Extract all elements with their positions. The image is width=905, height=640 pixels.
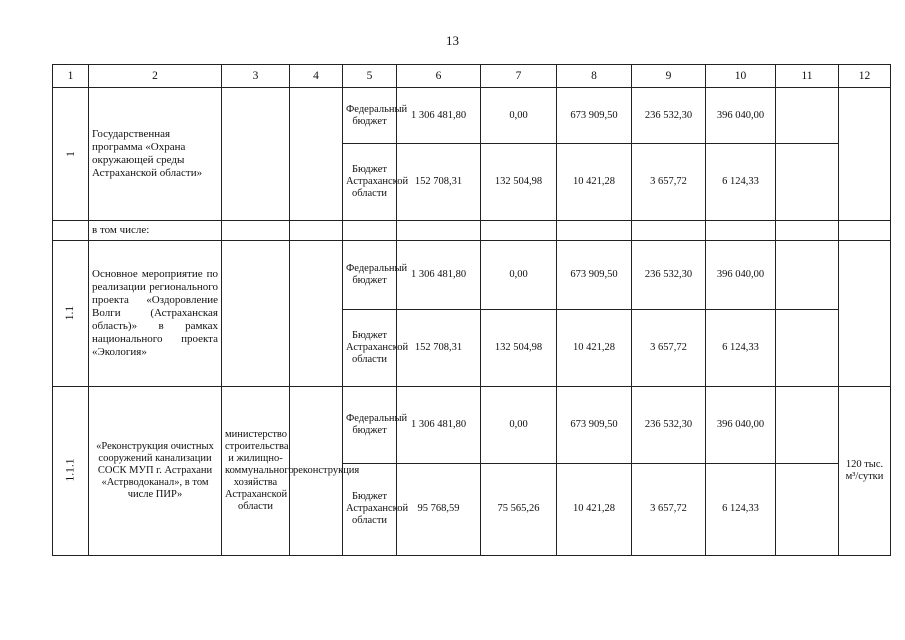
value-cell: 3 657,72: [632, 143, 706, 220]
header-cell: 3: [222, 65, 290, 88]
executor-cell: [222, 88, 290, 221]
value-cell: 3 657,72: [632, 309, 706, 386]
value-cell: 673 909,50: [557, 88, 632, 144]
value-cell: 1 306 481,80: [397, 386, 481, 463]
page-number: 13: [446, 33, 459, 48]
including-label: в том числе:: [89, 220, 222, 240]
value-cell: 132 504,98: [481, 143, 557, 220]
capacity-cell: [839, 88, 891, 221]
work-type-cell: [290, 88, 343, 221]
value-cell: 132 504,98: [481, 309, 557, 386]
header-cell: 10: [706, 65, 776, 88]
budget-table: [52, 64, 891, 556]
value-cell: 0,00: [481, 386, 557, 463]
value-cell: 396 040,00: [706, 88, 776, 144]
value-cell: 3 657,72: [632, 463, 706, 555]
row-code: 1.1.1: [53, 386, 89, 555]
capacity-cell: 120 тыс. м³/сутки: [839, 386, 891, 555]
value-cell: 396 040,00: [706, 241, 776, 310]
table-row: [53, 88, 891, 144]
work-type-cell: [290, 241, 343, 387]
value-cell: 95 768,59: [397, 463, 481, 555]
value-cell: 236 532,30: [632, 386, 706, 463]
value-cell: [776, 309, 839, 386]
value-cell: [776, 241, 839, 310]
header-cell: 6: [397, 65, 481, 88]
header-cell: 2: [89, 65, 222, 88]
budget-source: Федеральный бюджет: [343, 241, 397, 310]
value-cell: 10 421,28: [557, 463, 632, 555]
value-cell: 152 708,31: [397, 309, 481, 386]
value-cell: [776, 386, 839, 463]
header-cell: 9: [632, 65, 706, 88]
header-cell: 4: [290, 65, 343, 88]
value-cell: 75 565,26: [481, 463, 557, 555]
value-cell: 6 124,33: [706, 463, 776, 555]
header-cell: 7: [481, 65, 557, 88]
table-row: [53, 386, 891, 463]
value-cell: 236 532,30: [632, 88, 706, 144]
row-code: 1.1: [53, 241, 89, 387]
value-cell: [776, 143, 839, 220]
table-row: [53, 220, 891, 240]
budget-source: Бюджет Астраханской области: [343, 309, 397, 386]
value-cell: 10 421,28: [557, 143, 632, 220]
value-cell: 1 306 481,80: [397, 241, 481, 310]
table-row: [53, 241, 891, 310]
budget-source: Федеральный бюджет: [343, 386, 397, 463]
value-cell: 673 909,50: [557, 241, 632, 310]
budget-source: Бюджет Астраханской области: [343, 143, 397, 220]
header-cell: 11: [776, 65, 839, 88]
value-cell: 0,00: [481, 88, 557, 144]
header-row: [53, 65, 891, 88]
work-type-cell: реконструкция: [290, 386, 343, 555]
value-cell: 6 124,33: [706, 143, 776, 220]
budget-source: Федеральный бюджет: [343, 88, 397, 144]
capacity-cell: [839, 241, 891, 387]
value-cell: [776, 88, 839, 144]
header-cell: 8: [557, 65, 632, 88]
header-cell: 12: [839, 65, 891, 88]
header-cell: 1: [53, 65, 89, 88]
value-cell: 10 421,28: [557, 309, 632, 386]
executor-cell: [222, 241, 290, 387]
value-cell: 236 532,30: [632, 241, 706, 310]
value-cell: 396 040,00: [706, 386, 776, 463]
value-cell: 1 306 481,80: [397, 88, 481, 144]
value-cell: 152 708,31: [397, 143, 481, 220]
value-cell: [776, 463, 839, 555]
row-name: Государственная программа «Охрана окружающей среды Астраханской области»: [89, 88, 222, 221]
row-name: Основное мероприятие по реализации регионального проекта «Оздоровление Волги (Астраханская область)» в рамках национального проекта «Экология»: [89, 241, 222, 387]
value-cell: 6 124,33: [706, 309, 776, 386]
row-name: «Реконструкция очистных сооружений канализации СОСК МУП г. Астрахани «Астрводоканал», в том числе ПИР»: [89, 386, 222, 555]
value-cell: 673 909,50: [557, 386, 632, 463]
header-cell: 5: [343, 65, 397, 88]
budget-source: Бюджет Астраханской области: [343, 463, 397, 555]
row-code: 1: [53, 88, 89, 221]
executor-cell: министерство строительства и жилищно-коммунального хозяйства Астраханской области: [222, 386, 290, 555]
value-cell: 0,00: [481, 241, 557, 310]
